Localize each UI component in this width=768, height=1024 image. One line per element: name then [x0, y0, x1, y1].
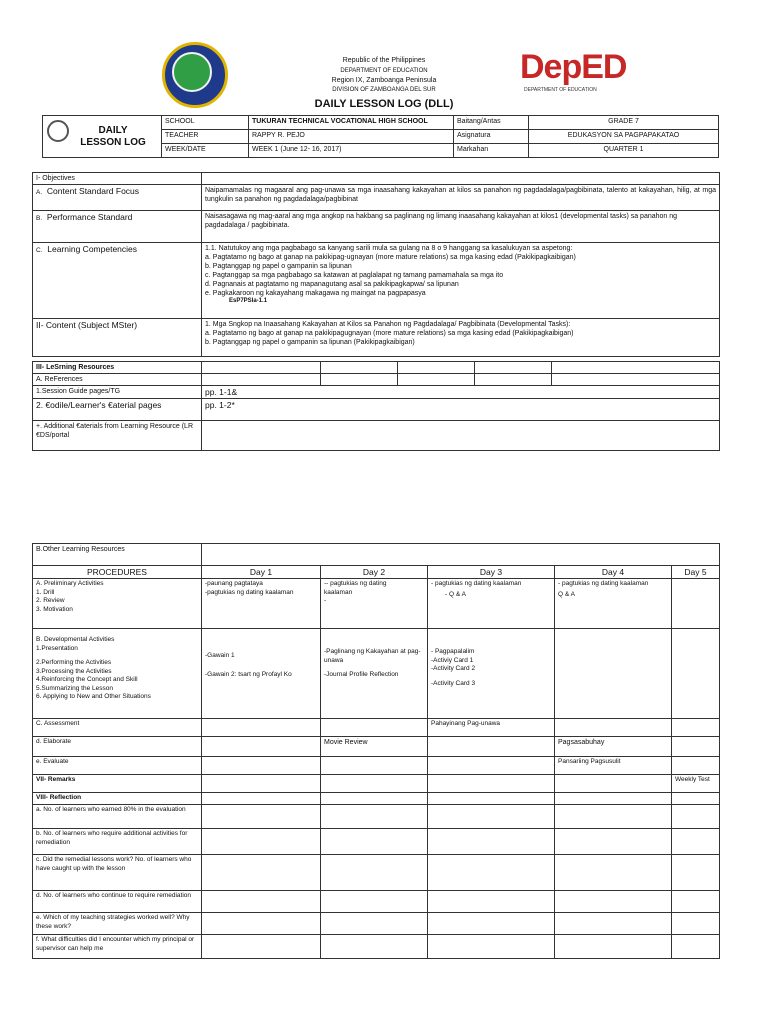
- learning-competencies-label: [33, 243, 202, 319]
- materials-label: 2. €odile/Learner's €aterial pages: [33, 399, 202, 421]
- developmental-line: 4.Reinforcing the Concept and Skill: [36, 676, 138, 683]
- competency-line: e. Pagkakaroon ng kakayahang makagawa ng maingat na pagpapasya: [205, 290, 426, 297]
- dll-label-2: LESSON LOG: [80, 137, 146, 148]
- resources-table: [32, 361, 720, 451]
- preliminary-day2: [321, 579, 428, 629]
- grade-label: Baitang/Antas: [454, 116, 529, 130]
- dll-label-1: DAILY: [98, 125, 128, 136]
- references-label: A. ReFerences: [33, 374, 202, 386]
- deped-logo-text: DepED: [520, 48, 627, 86]
- subject-value: EDUKASYON SA PAGPAPAKATAO: [529, 130, 719, 144]
- activity-line: - Q & A: [445, 590, 466, 598]
- activity-line: -Activity Card 3: [431, 679, 476, 687]
- activity-line: -- pagtukias ng dating: [324, 580, 387, 587]
- subject-label: Asignatura: [454, 130, 529, 144]
- activity-line: -Gawain 1: [205, 652, 235, 659]
- elaborate-day4: Pagsasabuhay: [555, 737, 672, 757]
- developmental-line: 2.Performing the Activities: [36, 659, 112, 666]
- preliminary-line: 2. Review: [36, 597, 65, 604]
- department-text: DEPARTMENT OF EDUCATION: [340, 68, 428, 74]
- developmental-line: 1.Presentation: [36, 644, 78, 652]
- elaborate-label: d. Elaborate: [33, 737, 202, 757]
- preliminary-day3: [428, 579, 555, 629]
- resources-heading: III- LeSrning Resources: [33, 362, 202, 374]
- competency-line: 1.1. Natutukoy ang mga pagbabago sa kanyang sarili mula sa gulang na 8 o 9 hanggang sa kasalukuyan sa aspetong:: [205, 245, 573, 252]
- content-line: a. Pagtatamo ng bago at ganap na pakikipagugnayan (more mature relations) sa mga kasing edad (Pakikipagkaibigan): [205, 330, 574, 337]
- preliminary-line: 3. Motivation: [36, 605, 73, 613]
- competency-code: EsP7PSIa-1.1: [229, 298, 268, 304]
- evaluate-day4: Pansariing Pagsusulit: [555, 757, 672, 775]
- preliminary-day4: [555, 579, 672, 629]
- deped-logo: [520, 44, 640, 100]
- competency-line: c. Pagtanggap sa mga pagbabago sa katawan at paglalapat ng tamang pamamahala sa mga ito: [205, 272, 504, 279]
- grade-value: GRADE 7: [529, 116, 719, 130]
- school-label: SCHOOL: [162, 116, 249, 130]
- preliminary-day1: [202, 579, 321, 629]
- developmental-line: B. Developmental Activities: [36, 636, 115, 643]
- day-header: Day 4: [555, 566, 672, 579]
- objectives-table: [32, 172, 720, 357]
- developmental-day1: [202, 629, 321, 719]
- preliminary-line: 1. Drill: [36, 588, 55, 596]
- content-label: II- Content (Subject MSter): [33, 319, 202, 357]
- session-guide-value: pp. 1-1&: [202, 386, 720, 399]
- activity-line: -Gawain 2: tsart ng Profayl Ko: [205, 670, 292, 678]
- deped-seal-icon: [47, 120, 69, 142]
- info-table: [42, 115, 719, 158]
- content-line: 1. Mga Sngkop na Inaasahang Kakayahan at Kilos sa Panahon ng Pagdadalaga/ Pagbibinata (Developmental Tasks):: [205, 321, 571, 328]
- day-header: Day 5: [672, 566, 720, 579]
- competency-line: a. Pagtatamo ng bago at ganap na pakikipag-ugnayan (more mature relations) sa mga kasing edad (Pakikipagkaibigan): [205, 254, 576, 261]
- developmental-day2: [321, 629, 428, 719]
- reflection-item: d. No. of learners who continue to require remediation: [33, 891, 202, 913]
- activity-line: Q & A: [558, 590, 575, 598]
- content-value: [202, 319, 720, 357]
- reflection-item: a. No. of learners who earned 80% in the evaluation: [33, 805, 202, 829]
- quarter-value: QUARTER 1: [529, 144, 719, 158]
- activity-line: - pagtukias ng dating kaalaman: [431, 580, 522, 587]
- evaluate-label: e. Evaluate: [33, 757, 202, 775]
- assessment-label: C. Assessment: [33, 719, 202, 737]
- content-standard-value: Naipamamalas ng magaaral ang pag-unawa sa mga inaasahang kakayahan at kilos sa panahon ng pagdadalaga/pagbibinata, talento at kakayahan, hilig, at mga tungkulin sa panahon ng pagdadalaga/pagbibinat: [202, 185, 720, 211]
- page-title: DAILY LESSON LOG (DLL): [314, 98, 454, 110]
- performance-standard-label: [33, 211, 202, 243]
- developmental-label: [33, 629, 202, 719]
- developmental-line: 6. Applying to New and Other Situations: [36, 693, 151, 700]
- activity-line: -pagtukias ng dating kaalaman: [205, 588, 294, 596]
- developmental-line: 5.Summarizing the Lesson: [36, 684, 113, 692]
- day-header: Day 2: [321, 566, 428, 579]
- reflection-item: b. No. of learners who require additional activities for remediation: [33, 829, 202, 855]
- learning-competencies-prefix: C.: [36, 247, 43, 254]
- division-text: DIVISION OF ZAMBOANGA DEL SUR: [332, 87, 436, 93]
- procedures-header: PROCEDURES: [33, 566, 202, 579]
- region-text: Region IX, Zamboanga Peninsula: [331, 77, 437, 84]
- content-standard-label: [33, 185, 202, 211]
- teacher-value: RAPPY R. PEJO: [249, 130, 454, 144]
- objectives-heading: I- Objectives: [33, 173, 202, 185]
- activity-line: -Journal Profile Reflection: [324, 671, 399, 678]
- developmental-day3: [428, 629, 555, 719]
- activity-line: - Pagpapalalim: [431, 648, 475, 655]
- week-label: WEEK/DATE: [162, 144, 249, 158]
- activity-line: -Activity Card 2: [431, 665, 476, 672]
- additional-materials-label: +. Additional €aterials from Learning Resource (LR €DS/portal: [33, 421, 202, 451]
- competency-line: b. Pagtanggap ng papel o gampanin sa lipunan: [205, 263, 352, 270]
- performance-standard-value: Naisasagawa ng mag-aaral ang mga angkop na hakbang sa paglinang ng limang inaasahang kakayahan at kilos1 (developmental tasks) sa panahon ng pagdadalaga / pagbibinata.: [202, 211, 720, 243]
- week-value: WEEK 1 (June 12- 16, 2017): [249, 144, 454, 158]
- procedures-table: [32, 543, 720, 959]
- other-resources-label: B.Other Learning Resources: [33, 544, 202, 566]
- competency-line: d. Pagnanais at pagtatamo ng mapanagutang asal sa pakikipagkapwa/ sa lipunan: [205, 281, 459, 288]
- materials-value: pp. 1-2*: [202, 399, 720, 421]
- school-value: TUKURAN TECHNICAL VOCATIONAL HIGH SCHOOL: [249, 116, 454, 130]
- reflection-item: f. What difficulties did I encounter which my principal or supervisor can help me: [33, 935, 202, 959]
- activity-line: -Activiy Card 1: [431, 656, 474, 664]
- content-standard-prefix: A.: [36, 189, 43, 196]
- reflection-label: VIII- Reflection: [33, 793, 202, 805]
- learning-competencies-value: [202, 243, 720, 319]
- performance-standard-prefix: B.: [36, 215, 43, 222]
- republic-text: Republic of the Philippines: [342, 57, 426, 64]
- dll-label-cell: [43, 116, 162, 158]
- assessment-day3: Pahayinang Pag-unawa: [428, 719, 555, 737]
- developmental-line: 3.Processing the Activities: [36, 667, 112, 675]
- activity-line: -Paglinang ng Kakayahan at pag-unawa: [324, 648, 421, 664]
- performance-standard-text: Performance Standard: [46, 212, 133, 222]
- content-line: b. Pagtanggap ng papel o gampanin sa lipunan (Pakikipagkaibigan): [205, 339, 415, 346]
- quarter-label: Markahan: [454, 144, 529, 158]
- day-header: Day 1: [202, 566, 321, 579]
- day-header: Day 3: [428, 566, 555, 579]
- activity-line: - pagtukias ng dating kaalaman: [558, 580, 649, 587]
- reflection-item: c. Did the remedial lessons work? No. of learners who have caught up with the lesson: [33, 855, 202, 891]
- elaborate-day2: Movie Review: [321, 737, 428, 757]
- content-standard-text: Content Standard Focus: [46, 186, 140, 196]
- reflection-item: e. Which of my teaching strategies worked well? Why these work?: [33, 913, 202, 935]
- session-guide-label: 1.Session Guide pages/TG: [33, 386, 202, 399]
- preliminary-line: A. Preliminary Activities: [36, 580, 104, 587]
- activity-line: kaalaman: [324, 588, 353, 596]
- remarks-day5: Weekly Test: [672, 775, 720, 793]
- activity-line: -: [324, 597, 327, 604]
- deped-logo-subtext: DEPARTMENT OF EDUCATION: [524, 87, 597, 93]
- learning-competencies-text: Learning Competencies: [47, 244, 138, 254]
- activity-line: -paunang pagtataya: [205, 580, 263, 587]
- preliminary-label: [33, 579, 202, 629]
- teacher-label: TEACHER: [162, 130, 249, 144]
- remarks-label: VII- Remarks: [33, 775, 202, 793]
